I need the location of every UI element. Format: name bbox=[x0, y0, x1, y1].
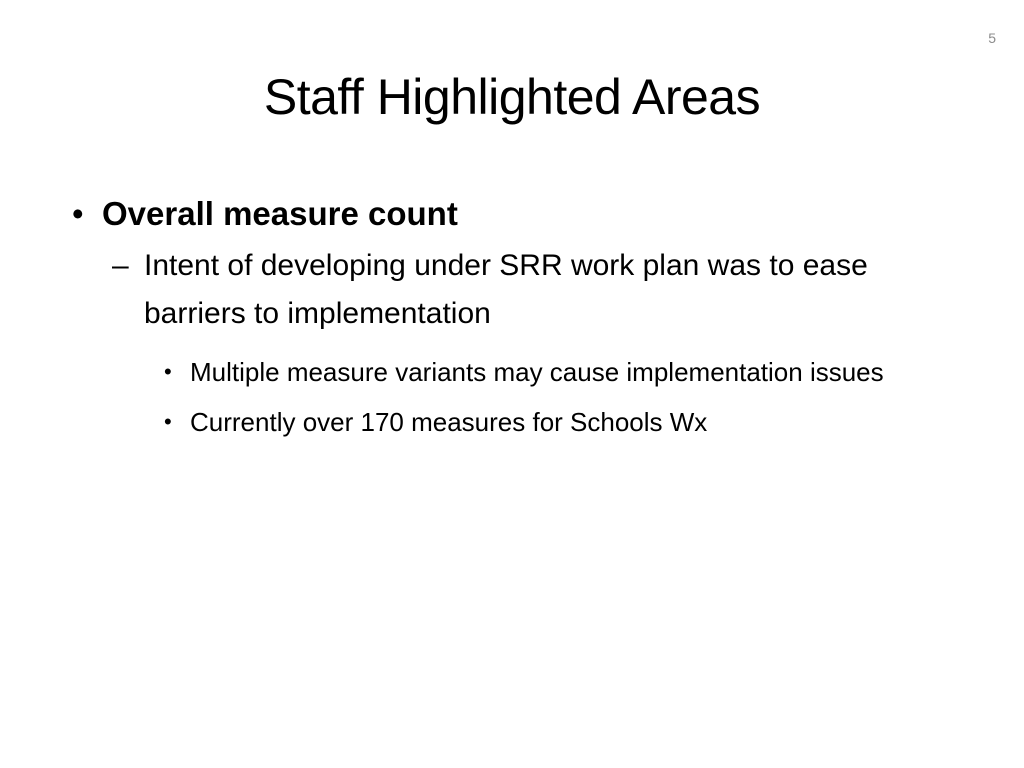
bullet-marker: • bbox=[72, 195, 84, 232]
slide-content bbox=[60, 190, 960, 442]
sub-bullet-text: Intent of developing under SRR work plan was to ease barriers to implementation bbox=[144, 249, 868, 330]
bullet-marker: • bbox=[164, 409, 172, 434]
dash-marker: – bbox=[112, 249, 129, 282]
bullet-level-3 bbox=[164, 352, 960, 392]
sub-sub-bullet-text: Currently over 170 measures for Schools Wx bbox=[190, 407, 708, 437]
bullet-level-3 bbox=[164, 402, 960, 442]
slide-number: 5 bbox=[988, 30, 996, 46]
bullet-text: Overall measure count bbox=[102, 195, 458, 232]
bullet-level-2 bbox=[112, 242, 964, 338]
bullet-level-1 bbox=[60, 190, 960, 238]
slide-title: Staff Highlighted Areas bbox=[263, 69, 761, 125]
bullet-marker: • bbox=[164, 359, 172, 384]
sub-sub-bullet-text: Multiple measure variants may cause implementation issues bbox=[190, 357, 884, 387]
